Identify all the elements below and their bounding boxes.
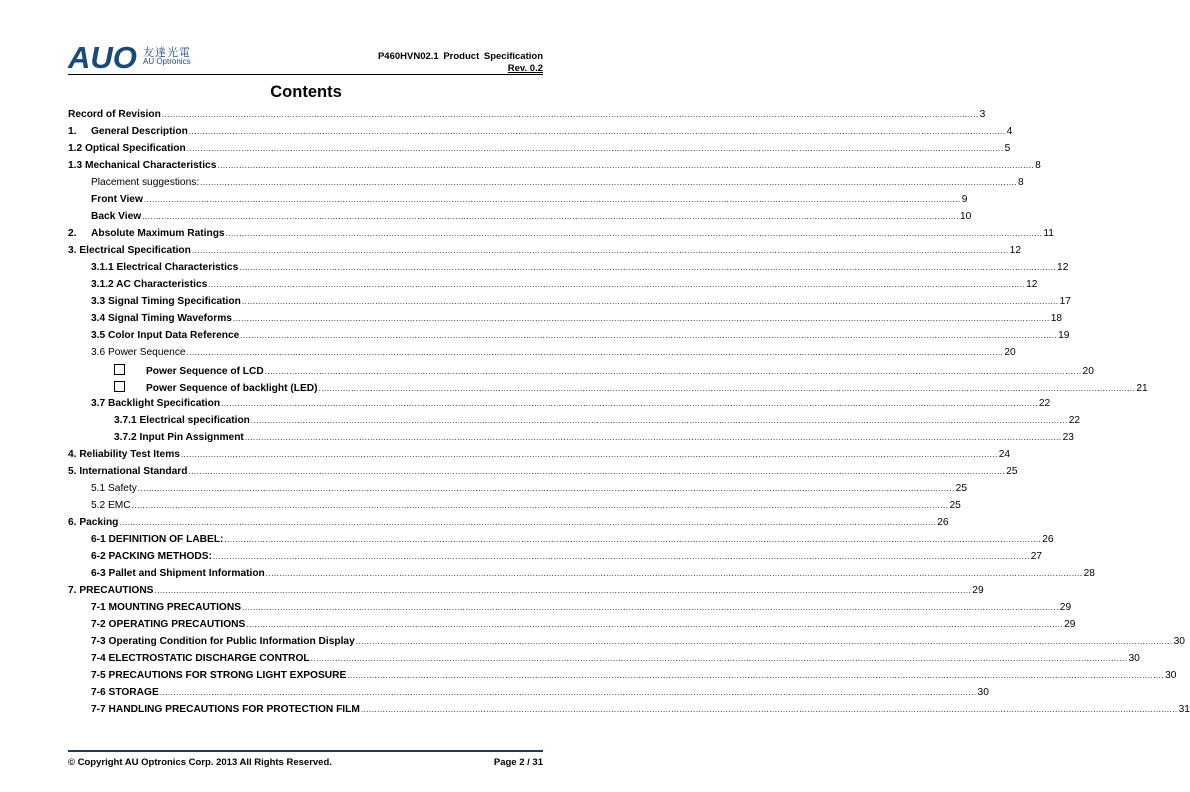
toc-entry-page: 20 bbox=[1082, 366, 1094, 377]
toc-entry-text: Absolute Maximum Ratings bbox=[91, 228, 225, 239]
toc-entry-label bbox=[91, 296, 241, 307]
toc-entry[interactable] bbox=[68, 636, 1185, 653]
document-title: P460HVN02.1 Product Specification bbox=[377, 51, 543, 62]
toc-entry-label bbox=[68, 517, 118, 528]
toc-entry-page: 25 bbox=[1006, 466, 1018, 477]
toc-entry-text: 7. PRECAUTIONS bbox=[68, 585, 154, 596]
toc-entry[interactable] bbox=[68, 398, 1051, 415]
toc-entry-text: 3. Electrical Specification bbox=[68, 245, 191, 256]
toc-leader-dots: ............................................................................................................................................................................................................................................................................................................ bbox=[225, 229, 1043, 238]
toc-entry[interactable] bbox=[68, 551, 1043, 568]
toc-entry[interactable] bbox=[68, 704, 1190, 721]
toc-entry-label bbox=[68, 109, 161, 120]
toc-leader-dots: ............................................................................................................................................................................................................................................................................................................ bbox=[360, 705, 1178, 714]
toc-entry-label bbox=[91, 262, 238, 273]
toc-entry[interactable] bbox=[68, 432, 1074, 449]
footer-divider bbox=[68, 750, 543, 752]
toc-entry[interactable] bbox=[68, 211, 972, 228]
toc-leader-dots: ............................................................................................................................................................................................................................................................................................................ bbox=[154, 586, 972, 595]
toc-leader-dots: ............................................................................................................................................................................................................................................................................................................ bbox=[250, 416, 1068, 425]
toc-leader-dots: ............................................................................................................................................................................................................................................................................................................ bbox=[200, 178, 1017, 187]
footer-copyright: © Copyright AU Optronics Corp. 2013 All Rights Reserved. bbox=[68, 757, 332, 768]
toc-entry-label bbox=[91, 483, 137, 494]
toc-leader-dots: ............................................................................................................................................................................................................................................................................................................ bbox=[265, 569, 1083, 578]
toc-entry-label bbox=[91, 687, 159, 698]
toc-leader-dots: ............................................................................................................................................................................................................................................................................................................ bbox=[131, 501, 949, 510]
toc-entry-page: 18 bbox=[1050, 313, 1063, 324]
toc-entry-label bbox=[91, 551, 212, 562]
toc-entry-page: 10 bbox=[960, 211, 972, 222]
toc-entry-text: 7-7 HANDLING PRECAUTIONS FOR PROTECTION FILM bbox=[91, 704, 360, 715]
toc-entry-label bbox=[114, 381, 318, 394]
toc-entry[interactable] bbox=[68, 449, 1011, 466]
toc-entry-label bbox=[91, 602, 241, 613]
toc-entry-page: 12 bbox=[1009, 245, 1022, 256]
toc-leader-dots: ............................................................................................................................................................................................................................................................................................................ bbox=[240, 331, 1058, 340]
toc-entry-page: 21 bbox=[1136, 383, 1148, 394]
toc-entry-page: 29 bbox=[1064, 619, 1076, 630]
toc-entry-text: 7-5 PRECAUTIONS FOR STRONG LIGHT EXPOSURE bbox=[91, 670, 347, 681]
toc-entry-text: 5. International Standard bbox=[68, 466, 188, 477]
toc-entry-page: 24 bbox=[998, 449, 1011, 460]
toc-entry-page: 30 bbox=[977, 687, 989, 698]
toc-entry-text: 3.7.1 Electrical specification bbox=[114, 415, 250, 426]
toc-entry-text: 7-4 ELECTROSTATIC DISCHARGE CONTROL bbox=[91, 653, 310, 664]
toc-entry[interactable] bbox=[68, 228, 1054, 245]
toc-entry-label bbox=[91, 194, 143, 205]
toc-entry[interactable] bbox=[68, 347, 1016, 364]
toc-leader-dots: ............................................................................................................................................................................................................................................................................................................ bbox=[242, 603, 1059, 612]
toc-entry-text: Power Sequence of LCD bbox=[146, 366, 264, 377]
toc-entry-label bbox=[91, 347, 186, 358]
toc-entry-page: 30 bbox=[1128, 653, 1140, 664]
toc-entry[interactable] bbox=[68, 653, 1140, 670]
toc-entry-text: 3.7.2 Input Pin Assignment bbox=[114, 432, 244, 443]
toc-entry[interactable] bbox=[68, 585, 984, 602]
toc-leader-dots: ............................................................................................................................................................................................................................................................................................................ bbox=[310, 654, 1128, 663]
toc-leader-dots: ............................................................................................................................................................................................................................................................................................................ bbox=[188, 467, 1006, 476]
toc-entry-text: 7-6 STORAGE bbox=[91, 687, 159, 698]
toc-entry-label bbox=[91, 636, 355, 647]
toc-entry-text: 3.6 Power Sequence bbox=[91, 347, 186, 358]
toc-leader-dots: ............................................................................................................................................................................................................................................................................................................ bbox=[239, 263, 1057, 272]
toc-entry[interactable] bbox=[68, 568, 1095, 585]
toc-entry[interactable] bbox=[68, 262, 1069, 279]
toc-leader-dots: ............................................................................................................................................................................................................................................................................................................ bbox=[224, 535, 1042, 544]
toc-entry[interactable] bbox=[68, 313, 1063, 330]
toc-entry-page: 26 bbox=[937, 517, 949, 528]
toc-entry[interactable] bbox=[68, 517, 949, 534]
toc-leader-dots: ............................................................................................................................................................................................................................................................................................................ bbox=[186, 144, 1004, 153]
toc-entry-label bbox=[91, 704, 360, 715]
toc-leader-dots: ............................................................................................................................................................................................................................................................................................................ bbox=[264, 367, 1082, 376]
toc-entry-text: Record of Revision bbox=[68, 109, 161, 120]
page-title: Contents bbox=[270, 83, 342, 101]
toc-entry-text: General Description bbox=[91, 126, 188, 137]
toc-entry-label bbox=[114, 364, 264, 377]
toc-entry[interactable] bbox=[68, 194, 968, 211]
toc-entry-label bbox=[91, 653, 310, 664]
toc-entry-label bbox=[91, 313, 232, 324]
toc-leader-dots: ............................................................................................................................................................................................................................................................................................................ bbox=[212, 552, 1030, 561]
toc-leader-dots: ............................................................................................................................................................................................................................................................................................................ bbox=[159, 688, 977, 697]
toc-entry-label bbox=[68, 126, 188, 137]
toc-leader-dots: ............................................................................................................................................................................................................................................................................................................ bbox=[241, 297, 1059, 306]
toc-leader-dots: ............................................................................................................................................................................................................................................................................................................ bbox=[232, 314, 1050, 323]
toc-entry-text: 3.1.1 Electrical Characteristics bbox=[91, 262, 239, 273]
toc-entry-page: 25 bbox=[949, 500, 961, 511]
checkbox-icon bbox=[114, 381, 125, 392]
toc-entry-page: 22 bbox=[1038, 398, 1051, 409]
toc-entry-label bbox=[91, 177, 199, 188]
toc-entry-page: 30 bbox=[1173, 636, 1185, 647]
table-of-contents bbox=[68, 109, 1190, 721]
toc-entry-page: 3 bbox=[979, 109, 986, 120]
toc-entry[interactable] bbox=[68, 245, 1022, 262]
checkbox-icon bbox=[114, 364, 125, 375]
toc-entry[interactable] bbox=[68, 687, 989, 704]
toc-entry[interactable] bbox=[68, 602, 1072, 619]
toc-entry-label bbox=[68, 449, 180, 460]
header-divider bbox=[68, 74, 543, 75]
toc-entry-page: 22 bbox=[1068, 415, 1081, 426]
toc-leader-dots: ............................................................................................................................................................................................................................................................................................................ bbox=[246, 620, 1064, 629]
toc-entry-text: 7-1 MOUNTING PRECAUTIONS bbox=[91, 602, 241, 613]
toc-entry[interactable] bbox=[68, 381, 1148, 398]
toc-leader-dots: ............................................................................................................................................................................................................................................................................................................ bbox=[143, 195, 961, 204]
toc-entry[interactable] bbox=[68, 500, 961, 517]
toc-entry-page: 26 bbox=[1042, 534, 1054, 545]
logo-chinese-name: 友達光電 bbox=[143, 46, 191, 59]
toc-entry-page: 29 bbox=[1059, 602, 1072, 613]
document-revision: Rev. 0.2 bbox=[507, 63, 543, 74]
toc-entry-page: 25 bbox=[955, 483, 968, 494]
toc-entry-page: 12 bbox=[1057, 262, 1069, 273]
toc-leader-dots: ............................................................................................................................................................................................................................................................................................................ bbox=[188, 127, 1006, 136]
toc-entry-text: 5.1 Safety bbox=[91, 483, 137, 494]
toc-entry[interactable] bbox=[68, 177, 1024, 194]
toc-entry-text: 3.1.2 AC Characteristics bbox=[91, 279, 208, 290]
toc-leader-dots: ............................................................................................................................................................................................................................................................................................................ bbox=[208, 280, 1026, 289]
toc-entry-label bbox=[91, 211, 141, 222]
toc-entry-text: Front View bbox=[91, 194, 143, 205]
toc-entry-page: 20 bbox=[1004, 347, 1016, 358]
toc-entry-label bbox=[91, 330, 239, 341]
toc-entry-text: 6-1 DEFINITION OF LABEL: bbox=[91, 534, 224, 545]
toc-entry-page: 23 bbox=[1062, 432, 1074, 443]
toc-entry-text: 6. Packing bbox=[68, 517, 119, 528]
toc-entry-page: 8 bbox=[1035, 160, 1041, 171]
toc-entry-label bbox=[91, 568, 265, 579]
toc-entry[interactable] bbox=[68, 296, 1071, 313]
toc-entry-text: 3.7 Backlight Specification bbox=[91, 398, 221, 409]
toc-entry-page: 9 bbox=[961, 194, 968, 205]
toc-entry[interactable] bbox=[68, 364, 1094, 381]
auo-logo-mark bbox=[68, 40, 138, 75]
footer-page-number: Page 2 / 31 bbox=[493, 757, 543, 768]
toc-entry-label bbox=[91, 500, 131, 511]
toc-leader-dots: ............................................................................................................................................................................................................................................................................................................ bbox=[142, 212, 960, 221]
toc-entry-text: 7-2 OPERATING PRECAUTIONS bbox=[91, 619, 246, 630]
toc-entry-text: 4. Reliability Test Items bbox=[68, 449, 180, 460]
toc-entry-page: 12 bbox=[1026, 279, 1038, 290]
toc-entry-label bbox=[91, 619, 245, 630]
toc-leader-dots: ............................................................................................................................................................................................................................................................................................................ bbox=[221, 399, 1038, 408]
logo-text: AUO bbox=[68, 40, 137, 75]
toc-entry-text: 3.4 Signal Timing Waveforms bbox=[91, 313, 232, 324]
toc-entry-page: 30 bbox=[1165, 670, 1177, 681]
toc-entry-page: 11 bbox=[1043, 228, 1054, 239]
toc-entry-label bbox=[68, 466, 187, 477]
toc-entry-text: 7-3 Operating Condition for Public Information Display bbox=[91, 636, 355, 647]
toc-leader-dots: ............................................................................................................................................................................................................................................................................................................ bbox=[191, 246, 1009, 255]
toc-entry-page: 17 bbox=[1059, 296, 1071, 307]
toc-leader-dots: ............................................................................................................................................................................................................................................................................................................ bbox=[217, 161, 1035, 170]
toc-leader-dots: ............................................................................................................................................................................................................................................................................................................ bbox=[161, 110, 979, 119]
toc-entry[interactable] bbox=[68, 143, 1011, 160]
toc-entry-label bbox=[91, 279, 207, 290]
toc-entry-number: 2. bbox=[68, 228, 77, 239]
logo-english-name: AU Optronics bbox=[143, 57, 191, 66]
toc-entry-label bbox=[91, 398, 220, 409]
company-logo bbox=[68, 40, 198, 75]
toc-entry-text: 3.3 Signal Timing Specification bbox=[91, 296, 241, 307]
toc-entry-label bbox=[68, 228, 225, 239]
toc-entry[interactable] bbox=[68, 415, 1081, 432]
toc-entry-label bbox=[68, 160, 216, 171]
toc-entry-text: 3.5 Color Input Data Reference bbox=[91, 330, 240, 341]
toc-entry-page: 28 bbox=[1083, 568, 1095, 579]
toc-leader-dots: ............................................................................................................................................................................................................................................................................................................ bbox=[186, 348, 1004, 357]
toc-entry-page: 4 bbox=[1006, 126, 1013, 137]
toc-entry[interactable] bbox=[68, 109, 986, 126]
toc-entry[interactable] bbox=[68, 670, 1177, 687]
toc-entry-text: Placement suggestions: bbox=[91, 177, 200, 188]
toc-entry-label bbox=[68, 245, 191, 256]
toc-entry-text: 6-2 PACKING METHODS: bbox=[91, 551, 212, 562]
toc-leader-dots: ............................................................................................................................................................................................................................................................................................................ bbox=[355, 637, 1173, 646]
toc-entry[interactable] bbox=[68, 534, 1054, 551]
toc-entry[interactable] bbox=[68, 466, 1018, 483]
toc-leader-dots: ............................................................................................................................................................................................................................................................................................................ bbox=[347, 671, 1165, 680]
toc-entry-text: 6-3 Pallet and Shipment Information bbox=[91, 568, 265, 579]
toc-leader-dots: ............................................................................................................................................................................................................................................................................................................ bbox=[137, 484, 955, 493]
toc-entry[interactable] bbox=[68, 126, 1013, 143]
toc-entry-label bbox=[68, 143, 186, 154]
toc-entry[interactable] bbox=[68, 483, 968, 500]
toc-entry-page: 31 bbox=[1178, 704, 1190, 715]
toc-entry-page: 27 bbox=[1030, 551, 1043, 562]
toc-entry-page: 8 bbox=[1017, 177, 1024, 188]
toc-entry-label bbox=[114, 432, 244, 443]
toc-entry-text: Power Sequence of backlight (LED) bbox=[146, 383, 318, 394]
toc-entry-text: 1.3 Mechanical Characteristics bbox=[68, 160, 217, 171]
toc-entry-page: 29 bbox=[972, 585, 984, 596]
toc-entry[interactable] bbox=[68, 619, 1076, 636]
toc-entry-label bbox=[114, 415, 250, 426]
toc-entry[interactable] bbox=[68, 160, 1041, 177]
toc-entry[interactable] bbox=[68, 279, 1038, 296]
toc-leader-dots: ............................................................................................................................................................................................................................................................................................................ bbox=[119, 518, 937, 527]
toc-entry-label bbox=[91, 670, 346, 681]
toc-entry-number: 1. bbox=[68, 126, 77, 137]
toc-entry-label bbox=[68, 585, 153, 596]
toc-entry[interactable] bbox=[68, 330, 1070, 347]
toc-leader-dots: ............................................................................................................................................................................................................................................................................................................ bbox=[180, 450, 998, 459]
toc-entry-page: 5 bbox=[1004, 143, 1011, 154]
toc-leader-dots: ............................................................................................................................................................................................................................................................................................................ bbox=[318, 384, 1136, 393]
toc-leader-dots: ............................................................................................................................................................................................................................................................................................................ bbox=[244, 433, 1062, 442]
toc-entry-text: Back View bbox=[91, 211, 142, 222]
toc-entry-page: 19 bbox=[1058, 330, 1070, 341]
toc-entry-text: 1.2 Optical Specification bbox=[68, 143, 186, 154]
toc-entry-label bbox=[91, 534, 223, 545]
toc-entry-text: 5.2 EMC bbox=[91, 500, 131, 511]
